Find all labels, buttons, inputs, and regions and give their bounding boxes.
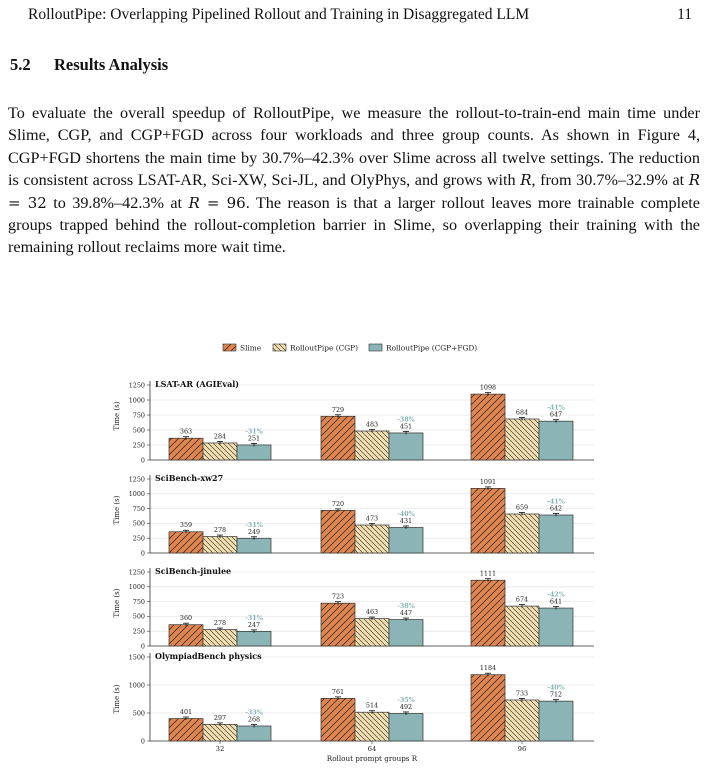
bar-value-label: 363 [179,427,193,436]
bar-hatch [355,619,389,646]
y-axis-label: Time (s) [113,588,121,618]
bar-value-label: 463 [365,608,379,617]
y-tick-label: 1250 [128,568,145,577]
legend-label: Slime [240,343,262,353]
chart-legend [223,344,477,353]
y-tick-label: 750 [132,597,145,606]
math-variable: R [188,193,200,212]
bar-hatch [355,431,389,460]
panel-title: SciBench-xw27 [155,473,224,483]
reduction-label: -33% [245,708,263,717]
bar-value-label: 249 [247,527,261,536]
y-tick-label: 1000 [128,490,145,499]
y-tick-label: 1250 [128,475,145,484]
legend-swatch-hatch [273,344,286,351]
math-equation: = 32 [8,193,47,212]
legend-swatch-hatch [223,344,236,351]
chart-panel [113,473,594,557]
legend-swatch [369,344,382,351]
bar-hatch [505,514,539,553]
y-tick-label: 0 [140,456,145,465]
y-tick-label: 1250 [128,381,145,390]
results-paragraph [8,102,700,259]
bar-value-label: 642 [549,504,563,513]
y-tick-label: 0 [140,549,145,558]
bar-value-label: 733 [515,689,529,698]
y-tick-label: 500 [132,612,145,621]
y-axis-label: Time (s) [113,684,121,714]
bar [389,713,423,741]
bar-value-label: 447 [399,609,413,618]
bar-value-label: 1091 [479,477,497,486]
bar [237,631,271,646]
panel-title: SciBench-jinulee [155,566,232,576]
y-tick-label: 750 [132,504,145,513]
bar-value-label: 684 [515,408,529,417]
bar [389,433,423,460]
paragraph-text: To evaluate the overall speedup of RolloutPipe, we measure the rollout-to-train-end main time under Slime, CGP, and CGP+FGD across four workloads and three group counts. As shown in Figure 4, CGP+FGD shortens the main time by 30.7%–42.3% over Slime across all twelve settings. The reduction is consistent across LSAT-AR, Sci-XW, Sci-JL, and OlyPhys, and grows with [8,104,700,190]
y-tick-label: 500 [132,426,145,435]
bar [237,445,271,460]
y-tick-label: 750 [132,411,145,420]
chart-panel [113,651,594,745]
figure-4-bar-chart [0,330,708,772]
y-tick-label: 1000 [128,681,145,690]
reduction-label: -35% [397,695,415,704]
y-tick-label: 1000 [128,396,145,405]
x-tick-label: 96 [517,745,527,753]
reduction-label: -41% [547,403,565,412]
y-axis-label: Time (s) [113,495,121,525]
reduction-label: -31% [245,613,263,622]
bar-value-label: 401 [179,708,193,717]
bar [237,538,271,553]
page-number: 11 [677,6,692,23]
bar [539,608,573,646]
bar-value-label: 278 [213,619,227,628]
y-axis-label: Time (s) [113,401,121,431]
reduction-label: -40% [397,509,415,518]
section-number: 5.2 [10,55,31,74]
math-variable: R [688,171,700,190]
legend-label: RolloutPipe (CGP+FGD) [386,343,478,353]
bar-hatch [471,488,505,553]
section-title: Results Analysis [54,55,169,74]
bar [539,701,573,741]
chart-panels [113,379,594,745]
bar [237,726,271,741]
y-tick-label: 250 [132,534,145,543]
bar-hatch [505,606,539,646]
chart-panel [113,379,594,464]
bar-hatch [471,394,505,460]
reduction-label: -42% [547,590,565,599]
bar-hatch [321,416,355,460]
legend-label: RolloutPipe (CGP) [290,343,359,353]
bar-hatch [321,698,355,741]
bar-hatch [203,537,237,553]
x-axis [216,741,527,763]
bar-value-label: 514 [365,701,379,710]
panel-title: OlympiadBench physics [155,651,262,661]
bar [389,527,423,553]
paragraph-text: to 39.8%–42.3% at [46,193,183,212]
bar-value-label: 647 [549,410,563,419]
bar-hatch [505,700,539,741]
math-equation: = 96 [199,193,246,212]
bar-value-label: 251 [247,434,261,443]
running-header [10,6,692,26]
paragraph-text: , from 30.7%–32.9% at [531,171,689,190]
bar-value-label: 1098 [479,383,497,392]
bar [539,515,573,553]
bar-value-label: 483 [365,420,379,429]
bar-value-label: 729 [331,405,345,414]
bar-hatch [169,438,203,460]
bar-hatch [355,525,389,553]
chart-panel [113,566,594,650]
x-tick-label: 64 [367,745,377,753]
bar-value-label: 492 [399,702,413,711]
bar-hatch [203,630,237,646]
y-tick-label: 250 [132,627,145,636]
bar-hatch [321,603,355,646]
section-heading [10,55,168,75]
x-axis-label: Rollout prompt groups R [326,754,418,763]
bar-value-label: 473 [365,514,379,523]
bar-value-label: 659 [515,503,529,512]
y-tick-label: 0 [140,737,145,746]
bar-value-label: 360 [179,614,193,623]
bar-value-label: 723 [331,592,345,601]
bar-hatch [505,419,539,460]
x-tick-label: 32 [215,745,225,753]
bar-hatch [355,712,389,741]
bar-hatch [169,532,203,553]
bar-hatch [471,675,505,741]
bar-value-label: 297 [213,713,227,722]
bar-value-label: 674 [515,595,529,604]
bar-value-label: 720 [331,499,345,508]
y-tick-label: 1000 [128,583,145,592]
panel-title: LSAT-AR (AGIEval) [155,379,240,389]
reduction-label: -38% [397,415,415,424]
reduction-label: -31% [245,427,263,436]
bar-value-label: 247 [247,620,261,629]
bar-value-label: 359 [179,521,193,530]
bar-value-label: 431 [399,516,413,525]
paragraph-text: . The reason is that a larger rollout leaves more trainable complete groups trapped behind the rollout-completion barrier in Slime, so overlapping their training with the remaining rollout reclaims more wait time. [8,193,700,257]
bar-hatch [169,719,203,741]
bar-value-label: 451 [399,422,413,431]
bar-hatch [203,443,237,460]
bar-value-label: 641 [549,597,563,606]
y-tick-label: 250 [132,441,145,450]
bar-value-label: 284 [213,432,227,441]
bar-value-label: 712 [549,690,563,699]
y-tick-label: 1500 [128,653,145,662]
bar-value-label: 1111 [479,569,497,578]
bar-hatch [203,724,237,741]
bar-hatch [169,625,203,646]
y-tick-label: 500 [132,519,145,528]
bar-hatch [321,510,355,553]
reduction-label: -40% [547,683,565,692]
y-tick-label: 0 [140,642,145,651]
bar [539,421,573,460]
bar-value-label: 278 [213,526,227,535]
bar-value-label: 268 [247,715,261,724]
y-tick-label: 500 [132,709,145,718]
reduction-label: -41% [547,497,565,506]
math-variable: R [520,171,532,190]
reduction-label: -38% [397,602,415,611]
bar-hatch [471,580,505,646]
bar-value-label: 1184 [479,664,497,673]
bar-value-label: 761 [331,687,345,696]
running-title: RolloutPipe: Overlapping Pipelined Rollout and Training in Disaggregated LLM [28,6,530,23]
reduction-label: -31% [245,520,263,529]
bar [389,620,423,646]
